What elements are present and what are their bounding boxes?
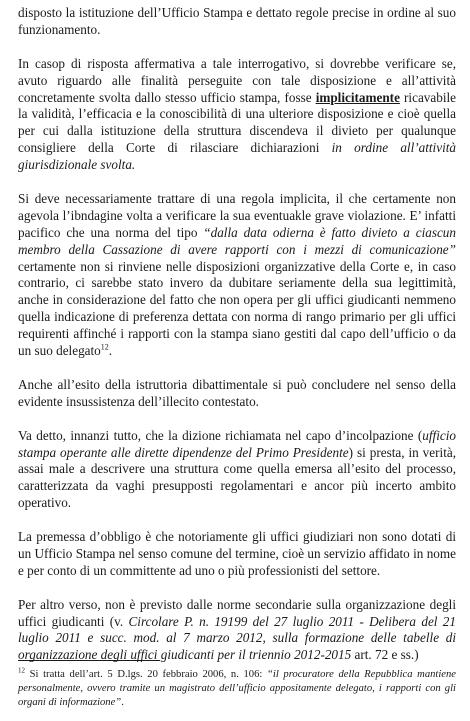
paragraph-5 [18,428,456,513]
paragraph-4: Anche all’esito della istruttoria dibattimentale si può concludere nel senso della evidente insussistenza dell’illecito contestato. [18,376,456,409]
footnote-number: 12 [18,666,25,675]
paragraph-7-text-c: art. 72 e ss.) [351,647,419,663]
footnote-quote: “il procuratore della Repubblica mantiene personalmente, ovvero tramite un magistrato dell’ufficio appositamente delegato, i rapporti con gli organi di informazione” [18,669,456,709]
paragraph-3-quote: “dalla data odierna è fatto divieto a ciascun membro della Cassazione di avere rapporti con i mezzi di comunicazione” [18,224,456,257]
paragraph-2-text-a: In casop di risposta affermativa a tale interrogativo, si dovrebbe verificare se, avuto riguardo alle finalità perseguite con tale disposizione e all’attività concretamente svolta dallo stesso ufficio stampa, fosse [18,55,456,105]
footnote-text-c: . [121,697,124,709]
paragraph-6: La premessa d’obbligo è che notoriamente gli uffici giudiziari non sono dotati di un Ufficio Stampa nel senso comune del termine, cioè un servizio affidato in nome e per conto di un committente ad uno o più professionisti del settore. [18,529,456,578]
paragraph-7-text-a: Per altro verso, non è previsto dalle norme secondarie sulla organizzazione degli uffici giudicanti (v. [18,596,456,629]
paragraph-3 [18,191,456,360]
emphasis-implicitamente: implicitamente [315,89,400,105]
paragraph-5-italic: ufficio stampa operante alle dirette dipendenze del Primo Presidente [18,427,456,460]
footnote-12 [18,668,456,711]
paragraph-5-text-c: ) si presta, in verità, assai male a descrivere una struttura come quella emersa all’esito del processo, caratterizzata da vaghi presupposti regolamentari e ancor più incerto ambito operativo. [18,444,457,511]
paragraph-1: disposto la istituzione dell’Ufficio Stampa e dettato regole precise in ordine al suo funzionamento. [18,5,456,37]
paragraph-7 [18,597,456,665]
footnote-text-a: Si tratta dell’art. 5 D.lgs. 20 febbraio 2006, n. 106: [25,669,267,680]
paragraph-3-text-c: certamente non si rinviene nelle disposizioni organizzative della Corte e, in caso contrario, ci sarebbe stato invero da dubitare seriamente della sua legittimità, anche in considerazione del fatto che non opera per gli uffici giudicanti nemmeno quella indicazione di preferenza dettata con norma di rango primario per gli uffici requirenti affinché i rapporti con la stampa siano gestiti dal capo dell’ufficio o da un suo delegato [18,258,456,359]
paragraph-5-text-a: Va detto, innanzi tutto, che la dizione richiamata nel capo d’incolpazione ( [18,427,423,443]
footnote-divider [18,660,160,661]
paragraph-7-italic: Circolare P. n. 19199 del 27 luglio 2011 - Delibera del 21 luglio 2011 e succ. mod. al 7 marzo 2012, sulla formazione delle tabelle di organizzazione degli uffici giudicanti per il triennio 2012-2015 [18,613,456,663]
paragraph-2-italic: in ordine all’attività giurisdizionale svolta. [18,140,456,173]
paragraph-3-text-a: Si deve necessariamente trattare di una regola implicita, il che certamente non agevola l’ibndagine volta a verificare la sua eventuakle grave violazione. E’ infatti pacifico che una norma del tipo [18,190,456,240]
paragraph-2-text-c: ricavabile la validità, l’efficacia e la conoscibilità di una ulteriore disposizione e cioè quella per cui dalla istituzione della struttura discendeva il divieto per qualunque consigliere della Corte di rilasciare dichiarazioni [18,89,457,156]
paragraph-3-text-d: . [108,343,113,359]
paragraph-2 [18,56,456,174]
footnote-ref-12[interactable]: 12 [100,342,109,352]
